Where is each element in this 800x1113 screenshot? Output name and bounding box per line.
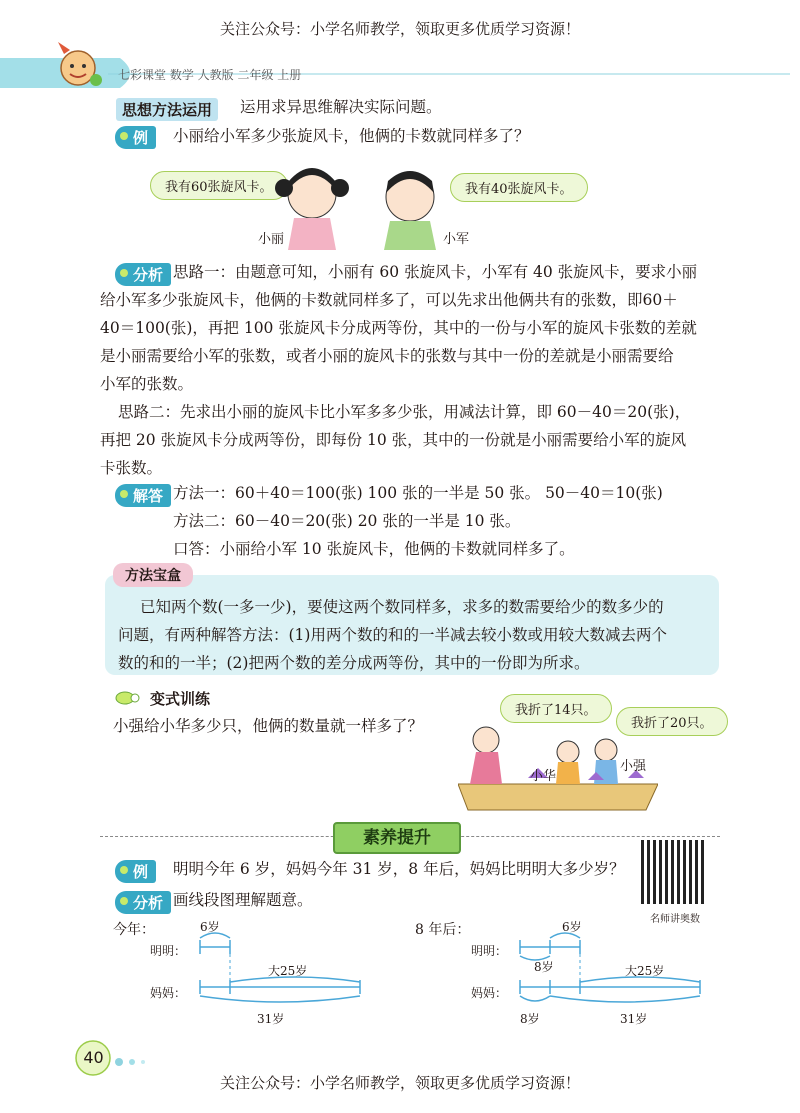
analysis-line: 思路二：先求出小丽的旋风卡比小军多多少张，用减法计算，即 60－40＝20(张)，: [118, 403, 691, 421]
answer-line: 方法一：60＋40＝100(张) 100 张的一半是 50 张。 50－40＝10(张): [173, 484, 663, 502]
diagram-now-row1: 明明：: [150, 944, 187, 958]
name-xiaohua: 小华: [530, 769, 557, 784]
method-box-title: 方法宝盒: [113, 563, 193, 587]
answer-line: 方法二：60－40＝20(张) 20 张的一半是 10 张。: [173, 512, 521, 530]
method-box-line: 数的和的一半；(2)把两个数的差分成两等份，其中的一份即为所求。: [118, 654, 590, 672]
analysis-line: 思路一：由题意可知，小丽有 60 张旋风卡，小军有 40 张旋风卡，要求小丽: [173, 263, 698, 281]
diagram-later: [500, 930, 730, 1010]
boy-illustration: [372, 165, 452, 250]
analysis-line: 是小丽需要给小军的张数，或者小丽的旋风卡的张数与其中一份的差就是小丽需要给: [100, 347, 674, 365]
answer-line: 口答：小丽给小军 10 张旋风卡，他俩的卡数就同样多了。: [173, 540, 575, 558]
diagram-later-add1-label: 8岁: [534, 960, 554, 974]
diagram-now-top-label: 6岁: [200, 920, 220, 934]
section-banner: 素养提升: [333, 822, 461, 854]
speech-bubble-xiaoli: 我有60张旋风卡。: [150, 171, 288, 200]
practice-icon: [115, 690, 141, 706]
method-box-line: 问题，有两种解答方法：(1)用两个数的和的一半减去较小数或用较大数减去两个: [118, 626, 667, 644]
diagram-later-title: 8 年后：: [415, 922, 471, 938]
answer-tag: 解答: [115, 484, 171, 507]
practice-question: 小强给小华多少只，他俩的数量就一样多了？: [113, 717, 424, 735]
example2-analysis-tag: 分析: [115, 891, 171, 914]
analysis-line: 卡张数。: [100, 459, 163, 477]
name-xiaoli: 小丽: [258, 232, 285, 247]
diagram-later-add2-label: 8岁: [520, 1012, 540, 1026]
diagram-later-top-label: 6岁: [562, 920, 582, 934]
top-note: 关注公众号：小学名师教学，领取更多优质学习资源！: [219, 20, 580, 38]
example2-tag: 例: [115, 860, 156, 883]
analysis-line: 再把 20 张旋风卡分成两等份，即每份 10 张，其中的一份就是小丽需要给小军的旋风: [100, 431, 687, 449]
diagram-later-row1: 明明：: [471, 944, 508, 958]
bottom-note: 关注公众号：小学名师教学，领取更多优质学习资源！: [219, 1074, 580, 1092]
analysis-line: 小军的张数。: [100, 375, 194, 393]
diagram-later-total-label: 31岁: [620, 1012, 648, 1026]
speech-bubble-xiaojun: 我有40张旋风卡。: [450, 173, 588, 202]
diagram-now: [180, 930, 380, 1010]
method-tag: 思想方法运用: [116, 98, 218, 121]
qr-code[interactable]: [641, 840, 707, 904]
method-box-line: 已知两个数(一多一少)，要使这两个数同样多，求多的数需要给少的数多少的: [140, 598, 664, 616]
speech-bubble-xiaohua: 我折了14只。: [500, 694, 612, 723]
book-title: 七彩课堂 数学 人教版 二年级 上册: [118, 68, 302, 82]
mascot-icon: [48, 36, 108, 88]
page-number: 40: [83, 1048, 104, 1067]
diagram-now-row2: 妈妈：: [150, 986, 187, 1000]
speech-bubble-xiaoqiang: 我折了20只。: [616, 707, 728, 736]
method-text: 运用求异思维解决实际问题。: [240, 98, 442, 116]
diagram-later-row2: 妈妈：: [471, 986, 508, 1000]
qr-caption: 名师讲奥数: [650, 914, 700, 925]
name-xiaoqiang: 小强: [620, 759, 647, 774]
practice-title: 变式训练: [150, 690, 211, 708]
diagram-now-title: 今年：: [113, 922, 155, 938]
diagram-now-diff-label: 大25岁: [268, 964, 308, 978]
example-tag: 例: [115, 126, 156, 149]
example1-question: 小丽给小军多少张旋风卡，他俩的卡数就同样多了？: [173, 127, 530, 145]
analysis-line: 给小军多少张旋风卡，他俩的卡数就同样多了，可以先求出他俩共有的张数，即60＋: [100, 291, 678, 309]
example2-question: 明明今年 6 岁，妈妈今年 31 岁，8 年后，妈妈比明明大多少岁？: [173, 860, 625, 878]
diagram-later-diff-label: 大25岁: [625, 964, 665, 978]
example2-analysis-text: 画线段图理解题意。: [173, 891, 313, 909]
analysis-tag: 分析: [115, 263, 171, 286]
analysis-line: 40＝100(张)，再把 100 张旋风卡分成两等份，其中的一份与小军的旋风卡张数的差就: [100, 319, 697, 337]
diagram-now-total-label: 31岁: [257, 1012, 285, 1026]
name-xiaojun: 小军: [443, 232, 470, 247]
